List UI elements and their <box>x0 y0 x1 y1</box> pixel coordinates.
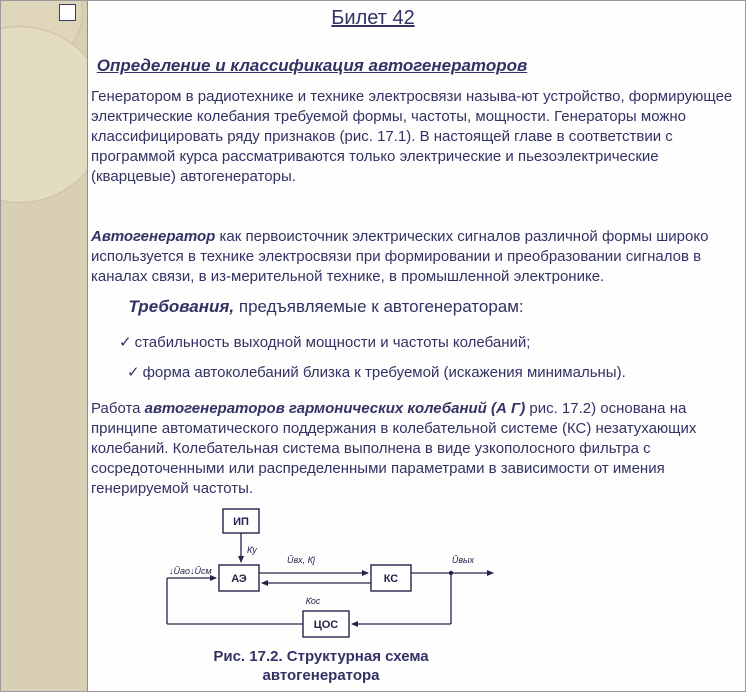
paragraph-text: как первоисточник электрических сигналов различной формы широко используется в технике электросвязи при формировании и преобразовании сигналов в каналах связи, в из-мерительной технике, в промышленной электронике. <box>91 228 709 285</box>
bullet-text: стабильность выходной мощности и частоты колебаний; <box>134 334 531 351</box>
paragraph-operation-principle <box>91 399 739 499</box>
corner-square-decoration <box>59 4 76 21</box>
label-u-left: ↓Ūао↓Ūсм <box>169 566 212 576</box>
left-decoration-strip <box>1 1 88 691</box>
figure-caption <box>151 647 491 685</box>
label-k-os: К̄ос <box>305 596 321 606</box>
figure-caption-line1: Рис. 17.2. Структурная схема <box>213 648 429 665</box>
paragraph-lead-bold-italic: Автогенератор <box>91 228 216 245</box>
block-tsos-label: ЦОС <box>313 619 339 631</box>
paragraph-autogenerator-usage <box>91 227 739 287</box>
block-diagram <box>141 503 531 648</box>
paragraph-text: Работа <box>91 400 145 417</box>
label-u-out: Ūвых <box>451 555 475 565</box>
paragraph-bold-italic: автогенераторов гармонических колебаний (А Г) <box>144 400 526 417</box>
requirements-heading <box>91 297 561 317</box>
block-ae-label: АЭ <box>231 573 247 585</box>
slide-title: Билет 42 <box>331 7 415 29</box>
block-ip-label: ИП <box>233 516 249 528</box>
bullet-text: форма автоколебаний близка к требуемой (искажения минимальны). <box>142 364 626 381</box>
paragraph-text: рис. 17.2) основана на принципе автоматического поддержания в колебательной системе (КС) незатухающих колебаний. Колебательная система выполнена в виде узкополосного фильтра с сосредоточенными или распределенными параметрами в зависимости от имения генерируемой частоты. <box>91 400 697 497</box>
bullet-waveform <box>127 363 626 381</box>
label-u-in: Ūвх, К̄ј <box>286 555 316 565</box>
slide-subtitle: Определение и классификация автогенераторов <box>96 56 528 75</box>
requirements-heading-text: предъявляемые к автогенераторам: <box>234 297 524 316</box>
checkmark-icon: ✓ <box>127 364 140 381</box>
checkmark-icon: ✓ <box>119 334 132 351</box>
bullet-stability <box>119 333 530 351</box>
strip-circle-decoration-large <box>1 26 88 203</box>
requirements-heading-lead: Требования, <box>128 297 235 316</box>
paragraph-generator-definition: Генератором в радиотехнике и технике электросвязи называ-ют устройство, формирующее электрические колебания требуемой формы, частоты, мощности. Генераторы можно классифицировать ряду признаков (рис. 17.1). В настоящей главе в соответствии с программой курса рассматриваются только электрические и пьезоэлектрические (кварцевые) автогенераторы. <box>91 88 733 185</box>
figure-caption-line2: автогенератора <box>262 667 380 684</box>
block-ks-label: КС <box>383 573 399 585</box>
label-ku: К̄у <box>247 545 257 555</box>
